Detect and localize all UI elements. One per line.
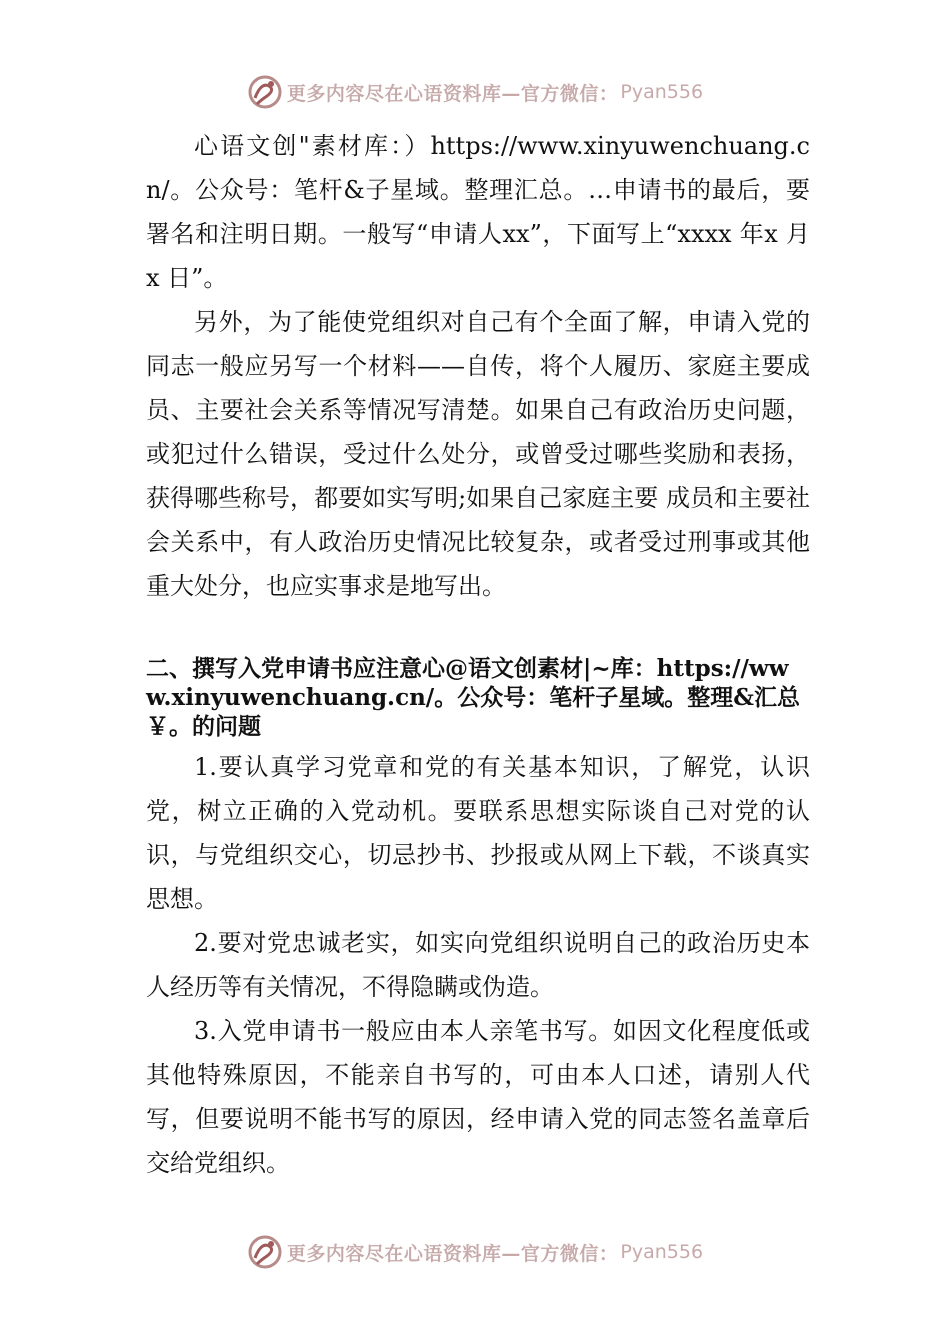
- list-item-3: 3.入党申请书一般应由本人亲笔书写。如因文化程度低或其他特殊原因，不能亲自书写的，可由本人口述，请别人代写，但要说明不能书写的原因，经申请入党的同志签名盖章后交给党组织。: [146, 1017, 810, 1177]
- logo-icon: [247, 74, 283, 110]
- paragraph-autobiography: 另外，为了能使党组织对自己有个全面了解，申请入党的同志一般应另写一个材料——自传，将个人履历、家庭主要成员、主要社会关系等情况写清楚。如果自己有政治历史问题，或犯过什么错误，受过什么处分，或曾受过哪些奖励和表扬，获得哪些称号，都要如实写明;如果自己家庭主要 成员和主要社会关系中，有人政治历史情况比较复杂，或者受过刑事或其他重大处分，也应实事求是地写出。: [146, 308, 810, 600]
- watermark-wechat-id: Pyan556: [620, 1241, 704, 1263]
- section-heading: 二、撰写入党申请书应注意心@语文创素材|~库：https://www.xinyuwenchuang.cn/。公众号：笔杆子星域。整理&汇总￥。的问题: [146, 655, 800, 740]
- logo-icon: [247, 1234, 283, 1270]
- paragraph-signature-date: 心语文创"素材库：）https://www.xinyuwenchuang.cn/。公众号：笔杆&子星域。整理汇总。…申请书的最后，要署名和注明日期。一般写“申请人xx”，下面写上“xxxx 年x 月x 日”。: [146, 132, 810, 292]
- watermark-wechat-id: Pyan556: [620, 81, 704, 103]
- list-item-2: 2.要对党忠诚老实，如实向党组织说明自己的政治历史本人经历等有关情况，不得隐瞒或伪造。: [146, 929, 810, 1001]
- header-watermark: [0, 72, 950, 112]
- watermark-text: 更多内容尽在心语资料库—官方微信：: [286, 1242, 619, 1265]
- footer-watermark: [0, 1232, 950, 1272]
- document-body: [146, 124, 810, 1185]
- list-item-1: 1.要认真学习党章和党的有关基本知识，了解党，认识党，树立正确的入党动机。要联系思想实际谈自己对党的认识，与党组织交心，切忌抄书、抄报或从网上下载，不谈真实思想。: [146, 753, 810, 913]
- watermark-text: 更多内容尽在心语资料库—官方微信：: [286, 82, 619, 105]
